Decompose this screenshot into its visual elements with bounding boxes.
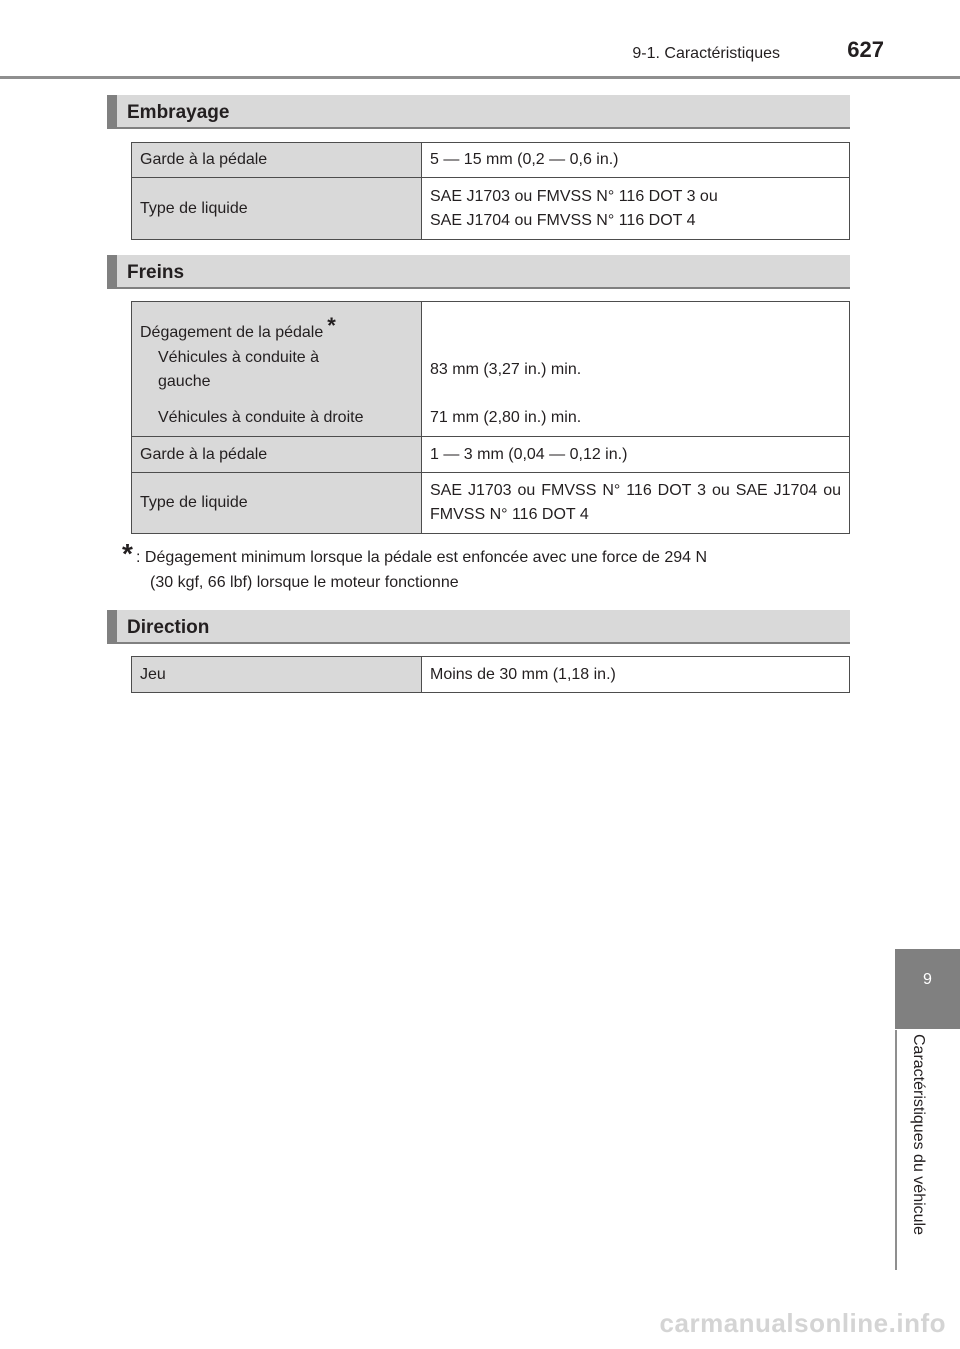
clutch-fluid-label: Type de liquide [132, 178, 422, 240]
brake-rhd-value: 71 mm (2,80 in.) min. [430, 409, 582, 426]
brake-fluid-value: SAE J1703 ou FMVSS N° 116 DOT 3 ou SAE J1704 ou FMVSS N° 116 DOT 4 [422, 473, 850, 534]
footnote [122, 538, 850, 595]
brake-fluid-label: Type de liquide [132, 473, 422, 534]
page-header [0, 0, 960, 80]
section-bar-clutch [107, 95, 850, 129]
chapter-label: Caractéristiques du véhicule [910, 1034, 927, 1235]
chapter-label-area [895, 1030, 960, 1270]
brake-lhd-value: 83 mm (3,27 in.) min. [430, 361, 582, 378]
header-divider [0, 76, 960, 79]
brake-clearance-value-cell [422, 302, 850, 437]
steering-play-value: Moins de 30 mm (1,18 in.) [422, 657, 850, 693]
brake-rhd-label: Véhicules à conduite à droite [158, 409, 364, 426]
section-title-brakes: Freins [127, 262, 185, 283]
clutch-table [131, 142, 850, 240]
watermark: carmanualsonline.info [659, 1308, 946, 1338]
brake-free-play-label: Garde à la pédale [132, 437, 422, 473]
footnote-asterisk: * [122, 538, 133, 569]
table-row [132, 473, 850, 534]
brake-lhd-label-line1: Véhicules à conduite à [158, 349, 319, 366]
brake-lhd-label-line2: gauche [158, 373, 211, 390]
table-row [132, 302, 850, 437]
section-bar-steering [107, 610, 850, 644]
section-heading: 9-1. Caractéristiques [632, 45, 780, 62]
clutch-fluid-value-line2: SAE J1704 ou FMVSS N° 116 DOT 4 [430, 211, 696, 229]
steering-table [131, 656, 850, 693]
table-row [132, 143, 850, 178]
brake-clearance-label-cell [132, 302, 422, 437]
chapter-tab[interactable] [895, 949, 960, 1029]
footnote-line1: : Dégagement minimum lorsque la pédale est enfoncée avec une force de 294 N [136, 549, 708, 566]
brakes-table [131, 301, 850, 534]
section-title-steering: Direction [127, 617, 210, 638]
clutch-free-play-value: 5 — 15 mm (0,2 — 0,6 in.) [422, 143, 850, 178]
brake-free-play-value: 1 — 3 mm (0,04 — 0,12 in.) [422, 437, 850, 473]
table-row [132, 657, 850, 693]
table-row [132, 178, 850, 240]
footnote-line2: (30 kgf, 66 lbf) lorsque le moteur fonctionne [150, 574, 459, 591]
section-title-clutch: Embrayage [127, 102, 230, 123]
chapter-number: 9 [923, 971, 932, 988]
table-row [132, 437, 850, 473]
page-number: 627 [847, 37, 884, 62]
clutch-fluid-value-line1: SAE J1703 ou FMVSS N° 116 DOT 3 ou [430, 187, 718, 205]
clutch-fluid-value [422, 178, 850, 240]
steering-play-label: Jeu [132, 657, 422, 693]
brake-lhd-label [140, 346, 413, 394]
section-bar-brakes [107, 255, 850, 289]
clutch-free-play-label: Garde à la pédale [132, 143, 422, 178]
brake-clearance-label: Dégagement de la pédale [140, 324, 324, 341]
asterisk-mark: * [327, 313, 336, 338]
